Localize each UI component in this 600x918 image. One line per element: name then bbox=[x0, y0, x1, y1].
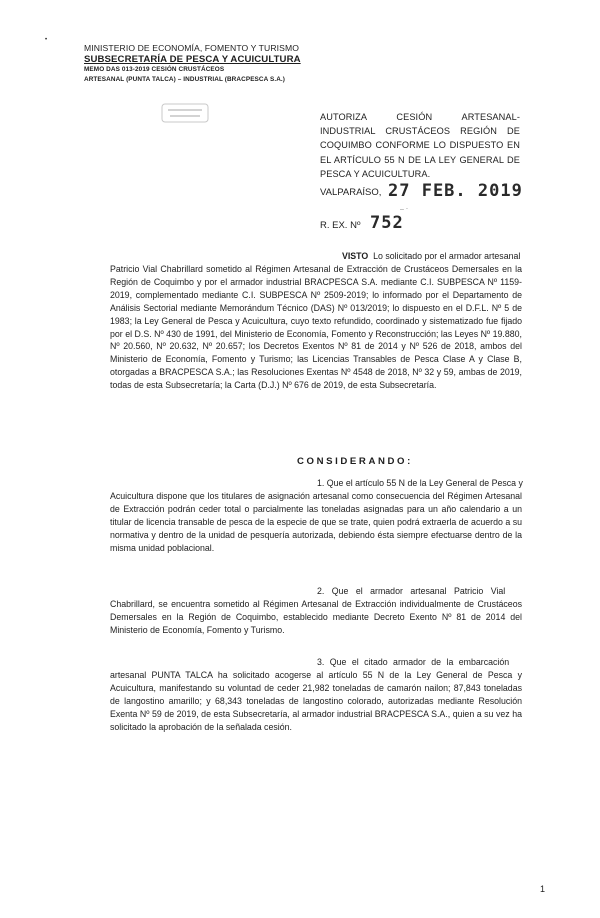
considerando-heading: CONSIDERANDO: bbox=[297, 456, 413, 467]
visto-label: VISTO bbox=[342, 251, 369, 261]
resolution-title: AUTORIZA CESIÓN ARTESANAL-INDUSTRIAL CRUSTÁCEOS REGIÓN DE COQUIMBO CONFORME LO DISPUESTO EN EL ARTÍCULO 55 N DE LA LEY GENERAL DE PESCA Y ACUICULTURA. bbox=[320, 112, 520, 179]
memo-reference: MEMO DAS 013-2019 CESIÓN CRUSTÁCEOS bbox=[84, 66, 225, 73]
rex-label: R. EX. Nº bbox=[320, 220, 361, 231]
visto-body: Patricio Vial Chabrillard sometido al Régimen Artesanal de Extracción de Crustáceos Demersales en la Región de Coquimbo y por el armador industrial BRACPESCA S.A. mediante C.I. SUBPESCA Nº 1159-2019, complementado mediante C.I. SUBPESCA Nº 2509-2019; lo informado por el Departamento de Análisis Sectorial mediante Memorándum Técnico (DAS) Nº 013/2019; lo dispuesto en el D.F.L. Nº 5 de 1983; la Ley General de Pesca y Acuicultura, cuyo texto refundido, coordinado y sistematizado fue fijado por el D.S. Nº 430 de 1991, del Ministerio de Economía, Fomento y Reconstrucción; las Leyes Nº 19.880, Nº 20.560, Nº 20.632, Nº 20.657; los Decretos Exentos Nº 81 de 2014 y Nº 526 de 2018, ambos del Ministerio de Economía, Fomento y Turismo; las Licencias Transables de Pesca Clase A y Clase B, otorgadas a BRACPESCA S.A.; las Resoluciones Exentas Nº 4548 de 2018, Nº 32 y 59, ambas de 2019, todas de esta Subsecretaría; la Carta (D.J.) Nº 676 de 2019, de esta Subsecretaría. bbox=[110, 264, 522, 391]
considerando-3-lead: 3. Que el citado armador de la embarcación bbox=[317, 657, 510, 667]
rex-number: 752 bbox=[370, 213, 404, 233]
considerando-1-body: Acuicultura dispone que los titulares de asignación artesanal como consecuencia del Régimen Artesanal de Extracción podrán ceder total o parcialmente las toneladas asignadas para un año calendario a un titular de licencia transable de pesca de la especie de que se trate, quien podrá extraerla de acuerdo a su normativa y dentro de la unidad de pesquería autorizada, debiendo ésta siempre efectuarse dentro de la misma unidad poblacional. bbox=[110, 491, 522, 553]
scan-marks: – ⋅ bbox=[400, 206, 409, 213]
page-number: 1 bbox=[540, 884, 546, 894]
official-seal-icon bbox=[160, 100, 210, 126]
scan-dot: • bbox=[45, 37, 48, 43]
memo-detail: ARTESANAL (PUNTA TALCA) – INDUSTRIAL (BRACPESCA S.A.) bbox=[84, 76, 286, 83]
considerando-3-body: artesanal PUNTA TALCA ha solicitado acogerse al artículo 55 N de la Ley General de Pesca y Acuicultura, manifestando su voluntad de ceder 21,982 toneladas de camarón nailon; 87,843 toneladas de langostino amarillo; y 68,343 toneladas de langostino colorado, autorizadas mediante Resolución Exenta Nº 59 de 2019, de esta Subsecretaría, al armador industrial BRACPESCA S.A., quien a su vez ha solicitado la aprobación de la señalada cesión. bbox=[110, 670, 522, 732]
place-label: VALPARAÍSO, bbox=[320, 187, 382, 198]
ministry-name: MINISTERIO DE ECONOMÍA, FOMENTO Y TURISMO bbox=[84, 43, 299, 53]
visto-lead: Lo solicitado por el armador artesanal bbox=[373, 251, 521, 261]
undersecretariat-name: SUBSECRETARÍA DE PESCA Y ACUICULTURA bbox=[84, 54, 301, 65]
letterhead bbox=[84, 43, 314, 85]
considerando-1-lead: 1. Que el artículo 55 N de la Ley General de Pesca y bbox=[317, 478, 523, 488]
date-stamp: 27 FEB. 2019 bbox=[388, 181, 523, 201]
visto-first-line bbox=[342, 250, 522, 263]
considerando-2-lead: 2. Que el armador artesanal Patricio Vial bbox=[317, 586, 506, 596]
considerando-2-body: Chabrillard, se encuentra sometido al Régimen Artesanal de Extracción individualmente de Crustáceos Demersales en la Región de Coquimbo, establecido mediante Decreto Exento Nº 81 de 2014 del Ministerio de Economía, Fomento y Turismo. bbox=[110, 599, 522, 635]
